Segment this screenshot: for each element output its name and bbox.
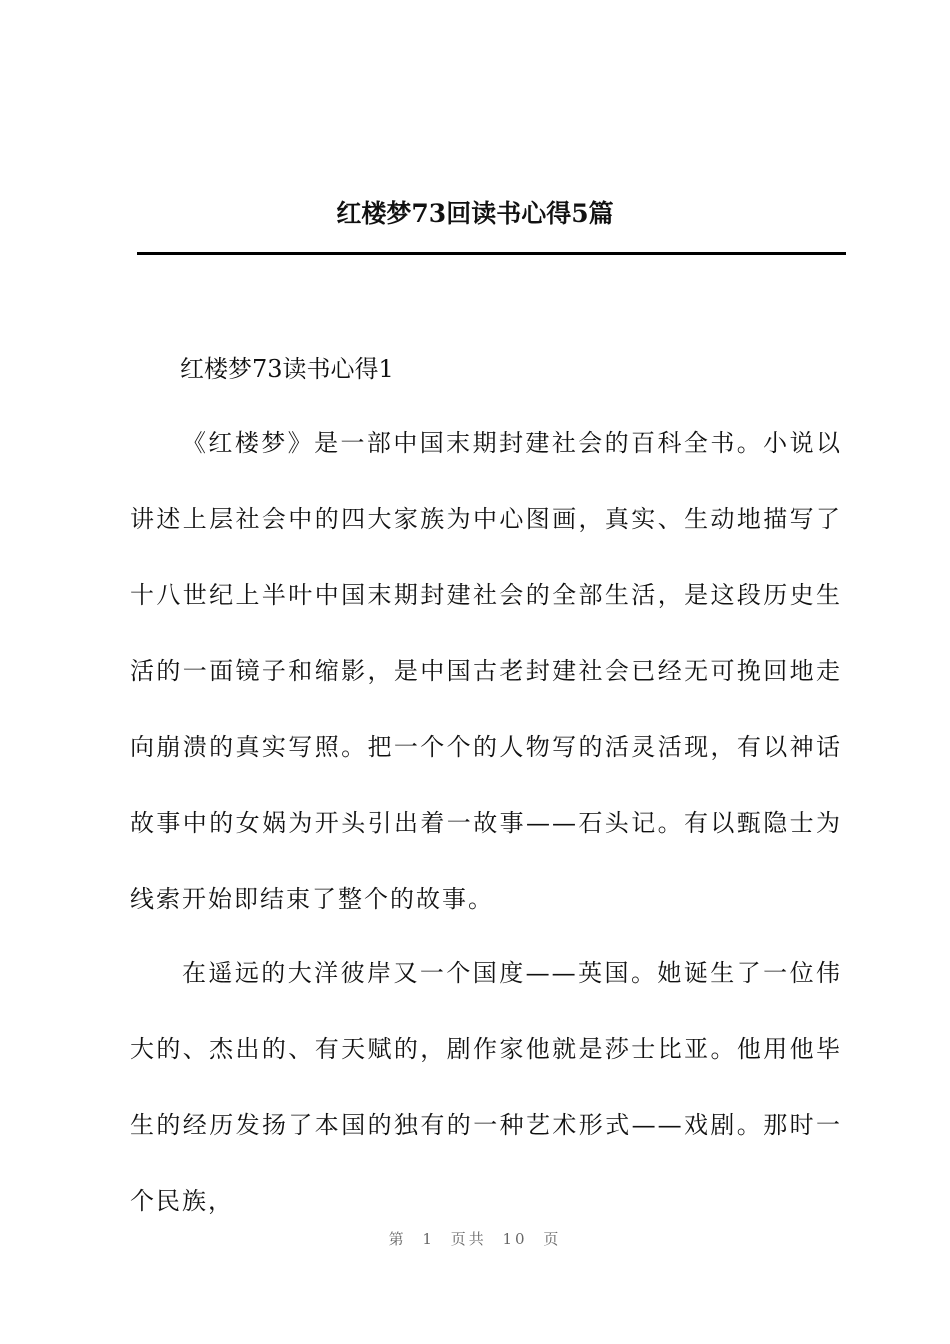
body-paragraph-2: 在遥远的大洋彼岸又一个国度——英国。她诞生了一位伟大的、杰出的、有天赋的，剧作家他就是莎士比亚。他用他毕生的经历发扬了本国的独有的一种艺术形式——戏剧。那时一个民族，	[130, 959, 842, 1215]
document-title: 红楼梦73回读书心得5篇	[336, 199, 614, 228]
page-footer: 第 1 页共 10 页	[388, 1230, 562, 1248]
title-divider	[137, 252, 846, 255]
section-heading: 红楼梦73读书心得1	[180, 355, 394, 383]
body-paragraph-1: 《红楼梦》是一部中国末期封建社会的百科全书。小说以讲述上层社会中的四大家族为中心图画，真实、生动地描写了十八世纪上半叶中国末期封建社会的全部生活，是这段历史生活的一面镜子和缩影，是中国古老封建社会已经无可挽回地走向崩溃的真实写照。把一个个的人物写的活灵活现，有以神话故事中的女娲为开头引出着一故事——石头记。有以甄隐士为线索开始即结束了整个的故事。	[130, 429, 842, 913]
